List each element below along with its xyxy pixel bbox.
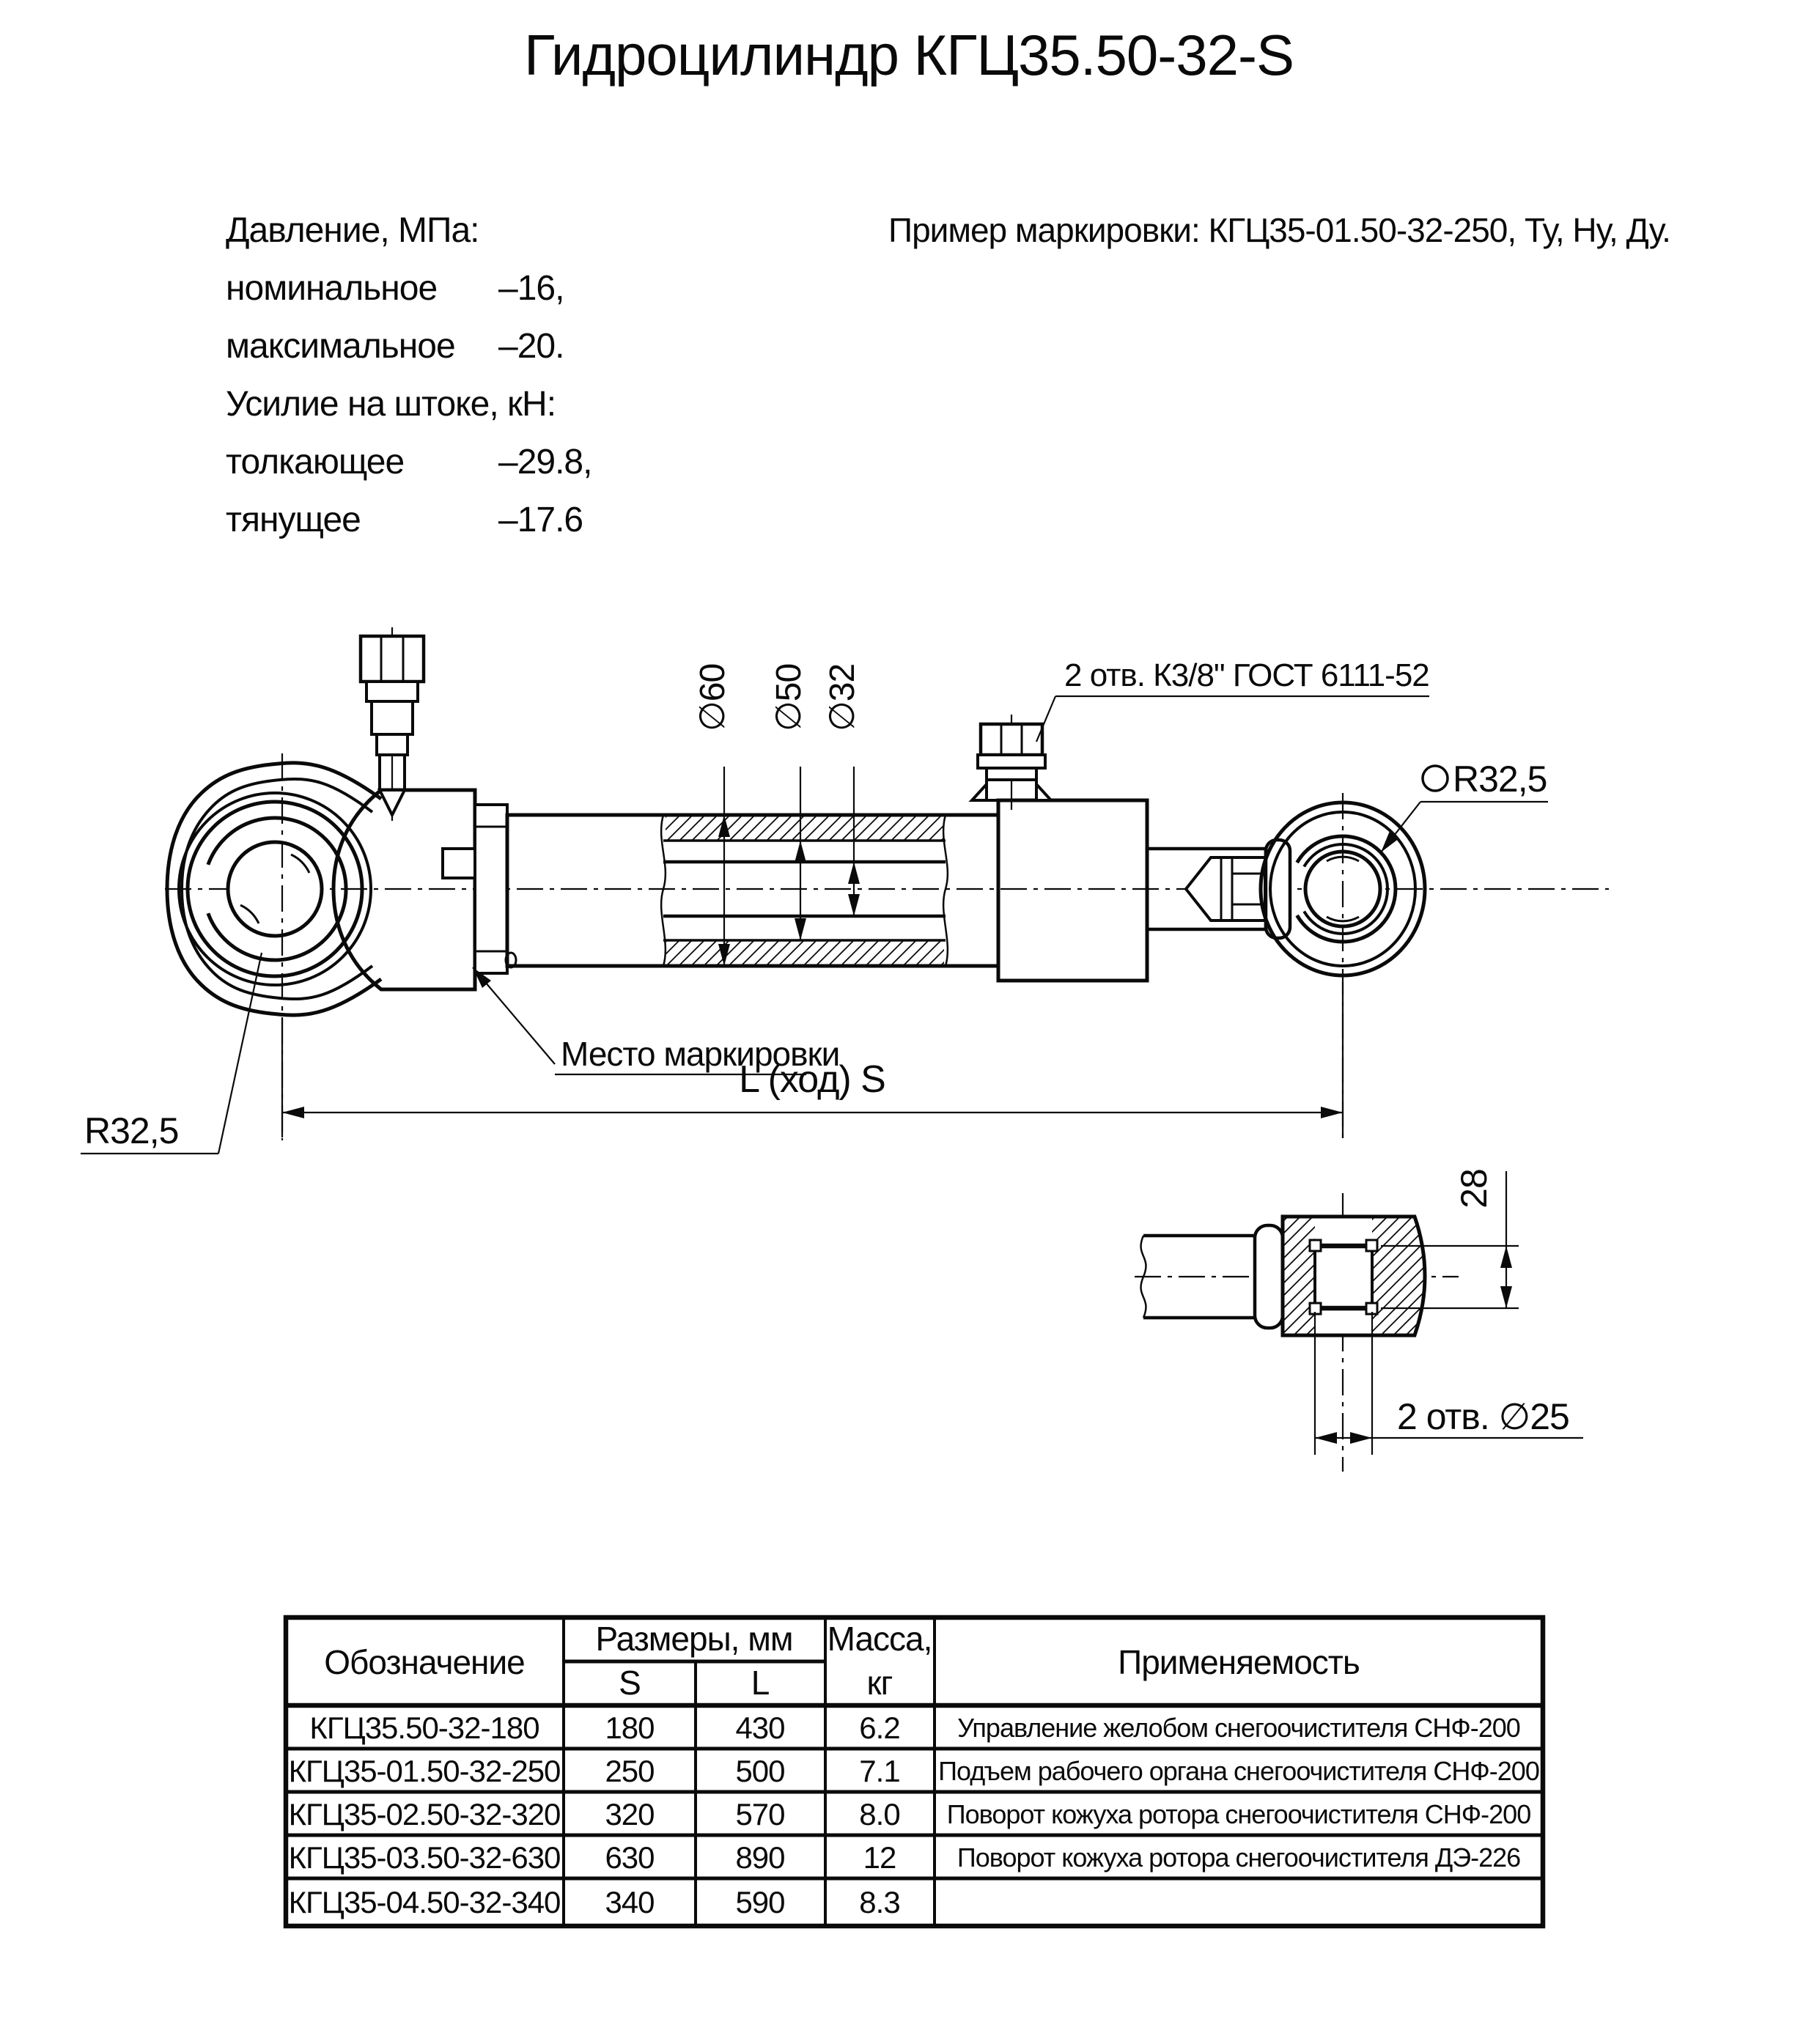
fitting-washer: [366, 682, 418, 701]
leader-line: [473, 967, 555, 1064]
cell-s: 630: [605, 1840, 655, 1875]
arrowhead-right: [1350, 1432, 1372, 1444]
table-header: [324, 1620, 1360, 1702]
section-break-line: [661, 815, 666, 966]
cell-app: Управление желобом снегоочистителя СНФ-200: [957, 1713, 1520, 1743]
table-row: [289, 1885, 900, 1919]
spec-label: номинальное: [226, 269, 438, 308]
arrowhead-down: [795, 918, 806, 940]
width-dim-label: 28: [1453, 1169, 1494, 1209]
radius-label: R32,5: [1453, 759, 1547, 800]
spec-label: толкающее: [226, 443, 405, 482]
detail-view-eye-section: [1135, 1169, 1583, 1472]
cell-s: 180: [605, 1711, 655, 1745]
leader-arrowhead: [1381, 831, 1399, 852]
port-note: 2 отв. К3/8" ГОСТ 6111-52: [1064, 657, 1429, 693]
radius-label: R32,5: [84, 1110, 179, 1151]
leader-line: [1036, 696, 1055, 742]
arrowhead-up: [1500, 1246, 1512, 1268]
header-s: S: [619, 1664, 641, 1702]
spec-label: Усилие на штоке, кН:: [226, 385, 556, 424]
specs-block: [226, 211, 591, 539]
arrowhead-left: [1315, 1432, 1337, 1444]
cell-code: КГЦ35.50-32-180: [309, 1711, 539, 1745]
arrowhead-down: [1500, 1286, 1512, 1308]
cell-mass: 12: [863, 1840, 896, 1875]
arrowhead-up: [848, 862, 860, 884]
cylinder-barrel: [506, 815, 998, 967]
dim-label-d32: ∅32: [823, 663, 862, 731]
spec-label: Давление, МПа:: [226, 211, 479, 250]
cell-s: 320: [605, 1797, 655, 1831]
cell-s: 250: [605, 1754, 655, 1788]
arrowhead-left: [282, 1107, 304, 1118]
cell-mass: 8.0: [859, 1797, 900, 1831]
page-title: Гидроцилиндр КГЦ35.50-32-S: [524, 23, 1294, 87]
left-rod-eye: [167, 753, 381, 1140]
cell-app: Подъем рабочего органа снегоочистителя СНФ-200: [938, 1756, 1539, 1786]
table-row: [289, 1840, 1521, 1875]
cell-code: КГЦ35-03.50-32-630: [288, 1840, 561, 1875]
header-mass: Масса,: [827, 1620, 932, 1658]
spec-table: [286, 1617, 1543, 1926]
bushing-seal: [1366, 1240, 1377, 1251]
cell-l: 590: [735, 1885, 785, 1919]
fitting-body: [372, 701, 413, 734]
header-designation: Обозначение: [324, 1643, 525, 1681]
port-neck: [987, 768, 1036, 780]
header-sizes: Размеры, мм: [595, 1620, 793, 1658]
cell-app: Поворот кожуха ротора снегоочистителя ДЭ-226: [957, 1842, 1521, 1873]
header-application: Применяемость: [1118, 1643, 1360, 1681]
dim-label-d60: ∅60: [693, 663, 732, 731]
fitting-tip: [380, 790, 405, 815]
rear-head-block: [972, 715, 1147, 981]
length-dim-label: L (ход) S: [739, 1058, 885, 1101]
hatch-right: [1372, 1217, 1431, 1335]
arrowhead-down: [848, 894, 860, 916]
marking-example: Пример маркировки: КГЦ35-01.50-32-250, Ту, Ну, Ду.: [888, 211, 1670, 249]
cell-app: Поворот кожуха ротора снегоочистителя СНФ-200: [946, 1799, 1531, 1829]
cell-code: КГЦ35-01.50-32-250: [288, 1754, 561, 1788]
arrowhead-right: [1321, 1107, 1343, 1118]
cell-l: 890: [735, 1840, 785, 1875]
cell-code: КГЦ35-02.50-32-320: [288, 1797, 561, 1831]
cell-code: КГЦ35-04.50-32-340: [288, 1885, 561, 1919]
port-washer: [978, 755, 1045, 768]
cell-mass: 8.3: [859, 1885, 900, 1919]
spec-value: –29.8,: [498, 443, 592, 482]
eye-bore: [228, 842, 322, 936]
cell-mass: 6.2: [859, 1711, 900, 1745]
cell-l: 430: [735, 1711, 785, 1745]
spec-label: тянущее: [226, 501, 361, 539]
cell-l: 570: [735, 1797, 785, 1831]
sphere-symbol: [1423, 766, 1448, 791]
spec-value: –17.6: [498, 501, 583, 539]
holes-note-label: 2 отв. ∅25: [1397, 1396, 1569, 1437]
cell-mass: 7.1: [859, 1754, 900, 1788]
header-mass-unit: кг: [866, 1664, 893, 1702]
header-l: L: [751, 1664, 770, 1702]
port-callout: [1036, 657, 1429, 742]
arrowhead-up: [795, 841, 806, 863]
sphere-radius-callout: [1381, 759, 1548, 852]
table-row: [289, 1754, 1539, 1788]
length-dimension: [282, 982, 1343, 1137]
fitting-hex-head: [361, 636, 424, 682]
wall-hatch-bottom: [666, 940, 944, 964]
dim-label-d50: ∅50: [770, 663, 808, 731]
left-eye-radius-callout: [81, 953, 262, 1154]
hatch-left: [1283, 1217, 1315, 1335]
bushing-seal: [1310, 1240, 1321, 1251]
port-hex: [981, 724, 1042, 755]
gland-plate: [475, 805, 507, 973]
spec-label: максимальное: [226, 327, 455, 366]
port-flare: [972, 784, 987, 800]
marking-place-label: Место маркировки: [561, 1035, 840, 1073]
head-side-plug: [443, 849, 475, 878]
shaft-collar: [1255, 1225, 1283, 1328]
spec-value: –20.: [498, 327, 564, 366]
cell-l: 500: [735, 1754, 785, 1788]
cell-s: 340: [605, 1885, 655, 1919]
rod-wrench-flats: [1186, 857, 1265, 920]
main-view: [81, 627, 1609, 1154]
fitting-collar: [377, 734, 408, 755]
wall-hatch-top: [666, 816, 944, 841]
rear-block-outline: [998, 800, 1147, 981]
port-flare: [1036, 784, 1051, 800]
table-row: [289, 1797, 1531, 1831]
spec-value: –16,: [498, 269, 564, 308]
table-row: [309, 1711, 1519, 1745]
